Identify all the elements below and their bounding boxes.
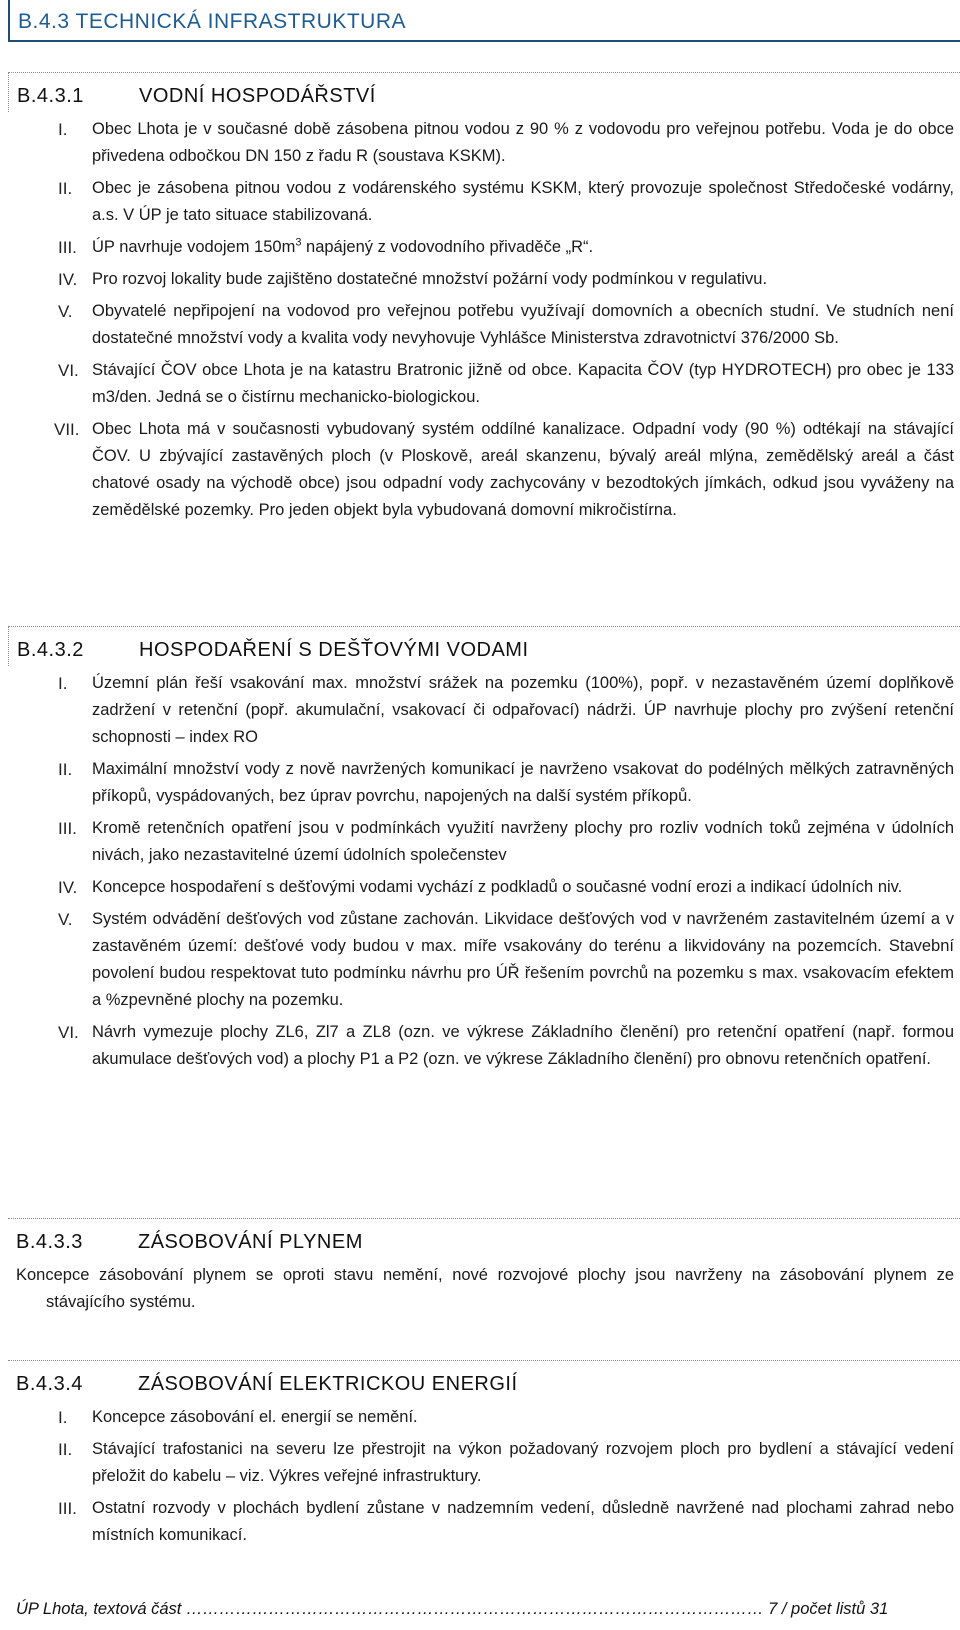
section-heading xyxy=(8,72,960,112)
item-text: Stávající trafostanici na severu lze přestrojit na výkon požadovaný rozvojem ploch pro bydlení a stávající vedení přeložit do kabelu – viz. Výkres veřejné infrastruktury. xyxy=(92,1440,954,1485)
section-number: B.4.3.3 xyxy=(16,1231,83,1253)
section-electricity-supply xyxy=(0,1360,960,1549)
section-title: VODNÍ HOSPODÁŘSTVÍ xyxy=(139,85,376,107)
roman-numeral: V. xyxy=(58,910,73,929)
item-text: Stávající ČOV obce Lhota je na katastru Bratronic jižně od obce. Kapacita ČOV (typ HYDROTECH) pro obec je 133 m3/den. Jedná se o čistírnu mechanicko-biologickou. xyxy=(92,361,954,406)
list-item xyxy=(0,906,960,1014)
section-number: B.4.3.1 xyxy=(17,85,84,107)
section-title: ZÁSOBOVÁNÍ ELEKTRICKOU ENERGIÍ xyxy=(138,1373,518,1395)
roman-numeral: III. xyxy=(58,1499,77,1518)
list-item xyxy=(0,756,960,810)
roman-numeral: II. xyxy=(58,1440,73,1459)
section-heading xyxy=(8,1218,960,1258)
item-text: Územní plán řeší vsakování max. množství srážek na pozemku (100%), popř. v nezastavěném území doplňkově zadržení v retenční (popř. akumulační, vsakovací či odpařovací) nádrži. ÚP navrhuje plochy pro zvýšení retenční schopnosti – index RO xyxy=(92,674,954,746)
roman-numeral: VII. xyxy=(54,420,80,439)
roman-numeral: III. xyxy=(58,238,77,257)
section-number: B.4.3.2 xyxy=(17,639,84,661)
item-text: Návrh vymezuje plochy ZL6, Zl7 a ZL8 (ozn. ve výkrese Základního členění) pro retenční opatření (např. formou akumulace dešťových vod) a plochy P1 a P2 (ozn. ve výkrese Základního členění) pro obnovu retenčních opatření. xyxy=(92,1023,954,1068)
item-text: Obec je zásobena pitnou vodou z vodárenského systému KSKM, který provozuje společnost Středočeské vodárny, a.s. V ÚP je tato situace stabilizovaná. xyxy=(92,179,954,224)
section-title: ZÁSOBOVÁNÍ PLYNEM xyxy=(138,1231,363,1253)
item-text: Obec Lhota je v současné době zásobena pitnou vodou z 90 % z vodovodu pro veřejnou potřebu. Voda je do obce přivedena odbočkou DN 150 z řadu R (soustava KSKM). xyxy=(92,120,954,165)
list-item xyxy=(0,116,960,170)
roman-numeral: II. xyxy=(58,760,73,779)
list-item xyxy=(0,298,960,352)
item-text: Pro rozvoj lokality bude zajištěno dostatečné množství požární vody podmínkou v regulativu. xyxy=(92,270,768,288)
list-item xyxy=(0,175,960,229)
section-gas-supply xyxy=(0,1218,960,1316)
roman-numeral: I. xyxy=(58,674,68,693)
section-water-management xyxy=(0,72,960,524)
section-rainwater-management xyxy=(0,626,960,1073)
roman-numeral: V. xyxy=(58,302,73,321)
footer-page-number: 7 / počet listů 31 xyxy=(768,1600,889,1618)
roman-numeral: IV. xyxy=(58,270,78,289)
list-item xyxy=(0,1404,960,1431)
roman-numeral: VI. xyxy=(58,361,79,380)
list-item xyxy=(0,266,960,293)
superscript: 3 xyxy=(295,236,302,249)
roman-numeral: I. xyxy=(58,120,68,139)
list-item xyxy=(0,1495,960,1549)
item-text: Koncepce hospodaření s dešťovými vodami vychází z podkladů o současné vodní erozi a indikací údolních niv. xyxy=(92,878,903,896)
item-text: Obyvatelé nepřipojení na vodovod pro veřejnou potřebu využívají domovních a obecních studní. Ve studních není dostatečné množství vody a kvalita vody nevyhovuje Vyhlášce Ministerstva zdravotnictví 376/2000 Sb. xyxy=(92,302,954,347)
footer-dot-leader: …………………………………………………………………………………………… xyxy=(186,1600,764,1618)
item-text: Koncepce zásobování el. energií se nemění. xyxy=(92,1408,418,1426)
section-heading xyxy=(8,626,960,666)
section-title: HOSPODAŘENÍ S DEŠŤOVÝMI VODAMI xyxy=(139,639,529,661)
list-item xyxy=(0,874,960,901)
list-item xyxy=(0,1019,960,1073)
footer-document-name: ÚP Lhota, textová část xyxy=(16,1600,182,1618)
list-item xyxy=(0,357,960,411)
roman-numeral: III. xyxy=(58,819,77,838)
item-text: Systém odvádění dešťových vod zůstane zachován. Likvidace dešťových vod v navrženém zastavitelném území a v zastavěném území: dešťové vody budou v max. míře vsakovány do terénu a likvidovány na pozemcích. Stavební povolení budou respektovat tuto podmínku návrhu pro ÚŘ řešením povrchů na pozemku s max. vsakovacím efektem a %zpevněné plochy na pozemku. xyxy=(92,910,954,1009)
roman-numeral: VI. xyxy=(58,1023,79,1042)
item-text: Obec Lhota má v současnosti vybudovaný systém oddílné kanalizace. Odpadní vody (90 %) odtékají na stávající ČOV. U zbývající zastavěných ploch (v Ploskově, areál skanzenu, bývalý areál mlýna, zemědělský areál a část chatové osady na východě obce) jsou odpadní vody zachycovány v bezodtokých jímkách, odkud jsou vyváženy na zemědělské pozemky. Pro jeden objekt byla vybudovaná domovní mikročistírna. xyxy=(92,420,954,519)
item-text: ÚP navrhuje vodojem 150m xyxy=(92,238,296,256)
roman-numeral: II. xyxy=(58,179,73,198)
roman-numeral: IV. xyxy=(58,878,78,897)
chapter-heading: B.4.3 TECHNICKÁ INFRASTRUKTURA xyxy=(8,0,960,42)
page-footer xyxy=(16,1596,896,1624)
item-text: Kromě retenčních opatření jsou v podmínkách využití navrženy plochy pro rozliv vodních toků zejména v údolních nivách, jako nezastavitelné území údolních společenstev xyxy=(92,819,954,864)
section-paragraph: Koncepce zásobování plynem se oproti stavu nemění, nové rozvojové plochy jsou navrženy na zásobování plynem ze stávajícího systému. xyxy=(16,1266,954,1311)
list-item xyxy=(0,416,960,524)
section-heading xyxy=(8,1360,960,1400)
list-item xyxy=(0,670,960,751)
list-item xyxy=(0,1436,960,1490)
list-item xyxy=(0,815,960,869)
item-text: napájený z vodovodního přivaděče „R“. xyxy=(301,238,594,256)
item-text: Ostatní rozvody v plochách bydlení zůstane v nadzemním vedení, důsledně navržené nad plochami zahrad nebo místních komunikací. xyxy=(92,1499,954,1544)
section-number: B.4.3.4 xyxy=(16,1373,83,1395)
roman-numeral: I. xyxy=(58,1408,68,1427)
list-item xyxy=(0,234,960,261)
item-text: Maximální množství vody z nově navržených komunikací je navrženo vsakovat do podélných mělkých zatravněných příkopů, vyspádovaných, bez úprav povrchu, napojených na další systém příkopů. xyxy=(92,760,954,805)
